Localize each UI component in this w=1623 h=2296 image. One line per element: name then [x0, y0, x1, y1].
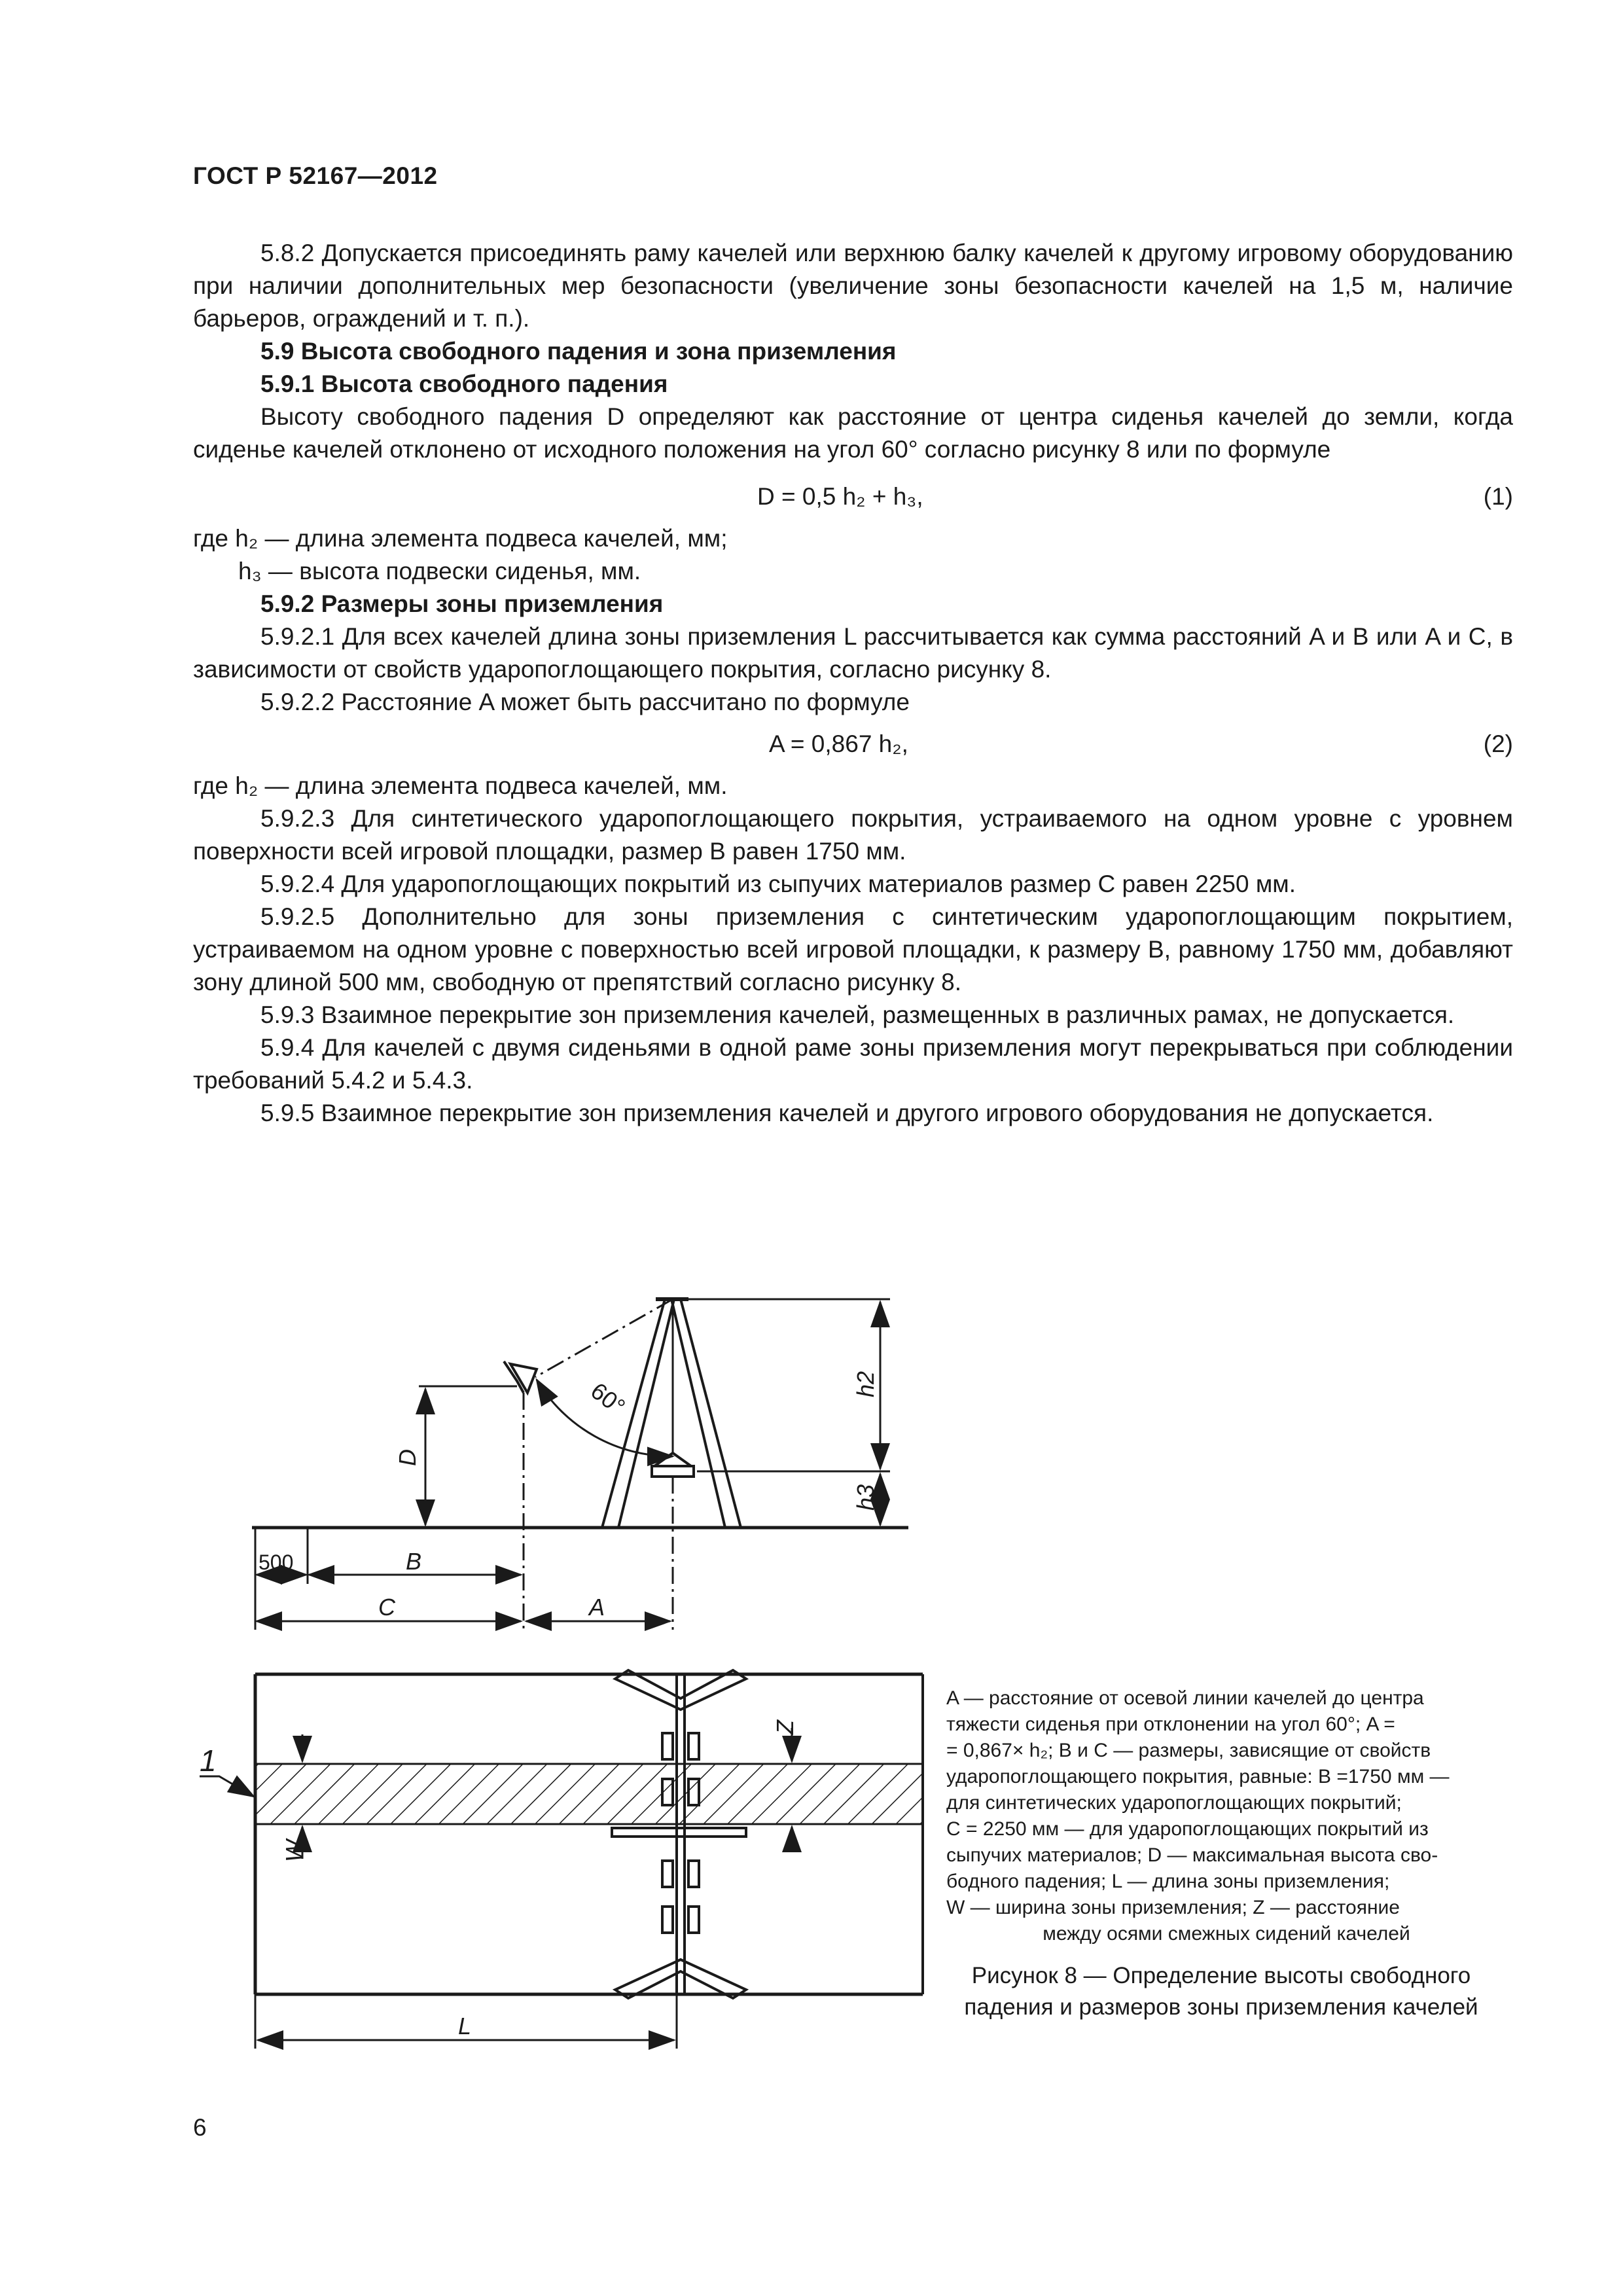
seat-rest-base [652, 1466, 694, 1477]
formula-1-where-h3: h₃ — высота подвески сиденья, мм. [238, 558, 641, 584]
legend-line-3: = 0,867× h₂; B и C — размеры, зависящие от свойств [946, 1740, 1431, 1761]
plan-seat-3a [662, 1861, 673, 1887]
paragraph-5-9-2-4: 5.9.2.4 Для ударопоглощающих покрытий из сыпучих материалов размер C равен 2250 мм. [260, 870, 1296, 897]
formula-1-expression: D = 0,5 h₂ + h₃, [757, 483, 923, 510]
label-B: B [406, 1548, 422, 1575]
plan-legs-top [615, 1670, 746, 1710]
swing-plan-view [200, 1670, 923, 2049]
legend-line-2: тяжести сиденья при отклонении на угол 60°; A = [946, 1713, 1395, 1735]
legend-line-6: C = 2250 мм — для ударопоглощающих покрытий из [946, 1818, 1429, 1840]
label-W: W [281, 1840, 308, 1862]
label-angle: 60° [586, 1376, 631, 1420]
plan-crossbar [612, 1828, 746, 1837]
paragraph-5-9-1: Высоту свободного падения D определяют как расстояние от центра сиденья качелей до земли, когда сиденье качелей отклонено от исходного положения на угол 60° согласно рисунку 8 или по формуле [193, 403, 1513, 463]
page-number: 6 [193, 2114, 207, 2141]
marker-1-leader [200, 1776, 254, 1797]
paragraph-5-9-3: 5.9.3 Взаимное перекрытие зон приземления качелей, размещенных в различных рамах, не допускается. [260, 1001, 1455, 1028]
legend-line-5: для синтетических ударопоглощающих покрытий; [946, 1792, 1402, 1814]
figure-caption: Рисунок 8 — Определение высоты свободного падения и размеров зоны приземления качелей [964, 1963, 1478, 2020]
label-A: A [589, 1594, 605, 1621]
figure-legend [946, 1685, 1507, 1947]
frame-leg-left-inner [618, 1299, 674, 1528]
hanger-deflected [535, 1299, 673, 1377]
legend-line-7: сыпучих материалов; D — максимальная высота сво- [946, 1844, 1438, 1866]
formula-2 [193, 719, 1513, 770]
label-h2: h2 [852, 1371, 879, 1397]
formula-2-number: (2) [1483, 730, 1513, 757]
side-view-labels [259, 1371, 879, 1621]
legend-line-4: ударопоглощающего покрытия, равные: B =1750 мм — [946, 1766, 1450, 1787]
document-body [193, 237, 1513, 1130]
frame-leg-right-inner [671, 1299, 725, 1528]
paragraph-5-9-5: 5.9.5 Взаимное перекрытие зон приземления качелей и другого игрового оборудования не допускается. [260, 1100, 1434, 1126]
paragraph-5-9-2-1: 5.9.2.1 Для всех качелей длина зоны приземления L рассчитывается как сумма расстояний A и B или A и C, в зависимости от свойств ударопоглощающего покрытия, согласно рисунку 8. [193, 623, 1513, 683]
formula-1 [193, 471, 1513, 522]
paragraph-5-8-2: 5.8.2 Допускается присоединять раму качелей или верхнюю балку качелей к другому игровому оборудованию при наличии дополнительных мер безопасности (увеличение зоны безопасности качелей на 1,5 м, наличие барьеров, ограждений и т. п.). [193, 240, 1513, 332]
paragraph-5-9-2-3: 5.9.2.3 Для синтетического ударопоглощающего покрытия, устраиваемого на одном уровне с уровнем поверхности всей игровой площадки, размер B равен 1750 мм. [193, 805, 1513, 865]
overlap-zone-hatch [255, 1764, 923, 1824]
plan-legs-bottom [615, 1960, 746, 1998]
label-D: D [394, 1449, 421, 1466]
paragraph-5-9-2-2: 5.9.2.2 Расстояние A может быть рассчитано по формуле [260, 689, 910, 715]
plan-seat-4b [688, 1907, 699, 1933]
plan-seat-4a [662, 1907, 673, 1933]
heading-5-9-2: 5.9.2 Размеры зоны приземления [260, 590, 664, 617]
document-header: ГОСТ Р 52167—2012 [193, 162, 438, 189]
heading-5-9: 5.9 Высота свободного падения и зона приземления [260, 338, 897, 365]
legend-line-10: между осями смежных сидений качелей [1043, 1923, 1410, 1945]
paragraph-5-9-2-5: 5.9.2.5 Дополнительно для зоны приземления с синтетическим ударопоглощающим покрытием, устраиваемом на одном уровне с поверхностью всей игровой площадки, к размеру B, равному 1750 мм, добавляют зону длиной 500 мм, свободную от препятствий согласно рисунку 8. [193, 903, 1513, 996]
label-marker-1: 1 [200, 1744, 217, 1778]
heading-5-9-1: 5.9.1 Высота свободного падения [260, 370, 668, 397]
swing-side-view [252, 1299, 908, 1630]
plan-seat-1a [662, 1733, 673, 1759]
label-C: C [378, 1594, 395, 1621]
label-L: L [458, 2013, 472, 2039]
label-Z: Z [772, 1720, 798, 1734]
formula-2-where-h2: где h₂ — длина элемента подвеса качелей, мм. [193, 772, 728, 799]
paragraph-5-9-4: 5.9.4 Для качелей с двумя сиденьями в одной раме зоны приземления могут перекрываться при соблюдении требований 5.4.2 и 5.4.3. [193, 1034, 1513, 1094]
legend-line-9: W — ширина зоны приземления; Z — расстояние [946, 1897, 1400, 1918]
label-500: 500 [259, 1551, 294, 1574]
plan-seat-1b [688, 1733, 699, 1759]
legend-line-1: A — расстояние от осевой линии качелей до центра [946, 1687, 1424, 1709]
formula-1-number: (1) [1483, 483, 1513, 510]
frame-leg-right-outer [681, 1299, 741, 1528]
formula-1-where-h2: где h₂ — длина элемента подвеса качелей, мм; [193, 525, 728, 552]
plan-seat-3b [688, 1861, 699, 1887]
legend-line-8: бодного падения; L — длина зоны приземления; [946, 1871, 1390, 1892]
formula-2-expression: A = 0,867 h₂, [769, 730, 908, 757]
label-h3: h3 [852, 1484, 879, 1511]
